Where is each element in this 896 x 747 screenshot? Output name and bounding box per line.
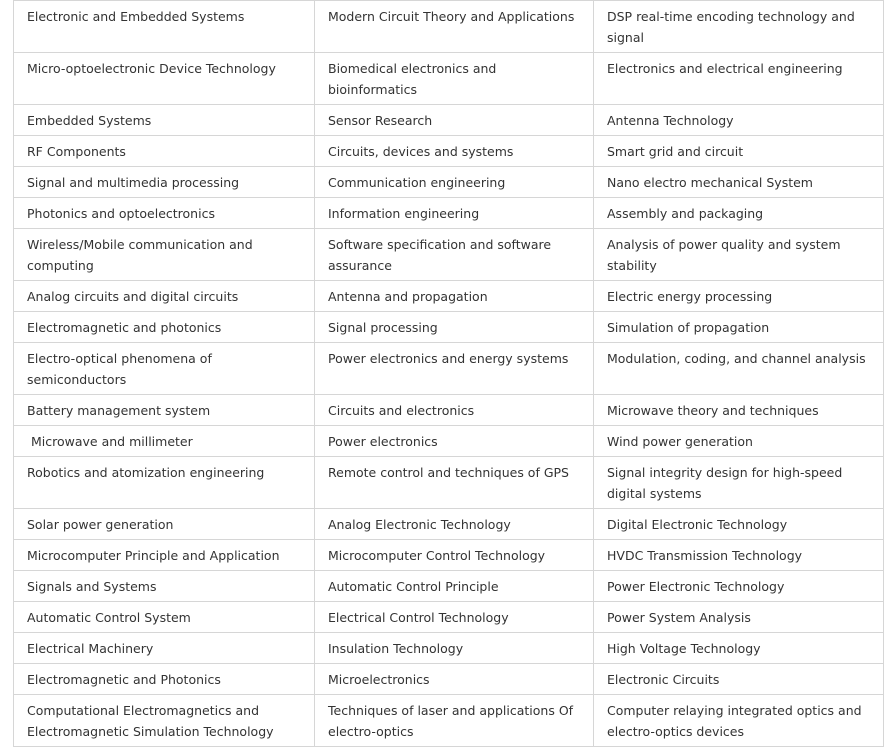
table-cell: Sensor Research [315, 105, 594, 136]
table-cell: Signal and multimedia processing [14, 167, 315, 198]
table-row [14, 1, 884, 53]
table-cell: Power Electronic Technology [594, 571, 884, 602]
table-cell: Modern Circuit Theory and Applications [315, 1, 594, 53]
table-cell: Software specification and software assurance [315, 229, 594, 281]
table-cell: Automatic Control Principle [315, 571, 594, 602]
table-cell: Techniques of laser and applications Of electro-optics [315, 695, 594, 747]
table-row [14, 281, 884, 312]
table-cell: Simulation of propagation [594, 312, 884, 343]
table-cell: Micro-optoelectronic Device Technology [14, 53, 315, 105]
table-cell: Analog Electronic Technology [315, 509, 594, 540]
table-cell: Embedded Systems [14, 105, 315, 136]
table-cell: Analog circuits and digital circuits [14, 281, 315, 312]
table-cell: Biomedical electronics and bioinformatics [315, 53, 594, 105]
table-cell: Modulation, coding, and channel analysis [594, 343, 884, 395]
table-row [14, 53, 884, 105]
table-cell: Antenna and propagation [315, 281, 594, 312]
table-cell: Robotics and atomization engineering [14, 457, 315, 509]
table-cell: Electromagnetic and Photonics [14, 664, 315, 695]
table-cell: Power electronics [315, 426, 594, 457]
table-cell: Photonics and optoelectronics [14, 198, 315, 229]
table-cell: Smart grid and circuit [594, 136, 884, 167]
table-cell: Communication engineering [315, 167, 594, 198]
table-cell: Electro-optical phenomena of semiconductors [14, 343, 315, 395]
table-cell: High Voltage Technology [594, 633, 884, 664]
table-row [14, 167, 884, 198]
table-cell: Circuits and electronics [315, 395, 594, 426]
table-cell: DSP real-time encoding technology and signal [594, 1, 884, 53]
topics-table-body [14, 1, 884, 747]
table-cell: RF Components [14, 136, 315, 167]
table-cell: Signals and Systems [14, 571, 315, 602]
table-cell: Digital Electronic Technology [594, 509, 884, 540]
table-cell: Electromagnetic and photonics [14, 312, 315, 343]
table-cell: Electronic Circuits [594, 664, 884, 695]
table-cell: Nano electro mechanical System [594, 167, 884, 198]
table-cell: Electrical Machinery [14, 633, 315, 664]
table-row [14, 395, 884, 426]
table-cell: Analysis of power quality and system stability [594, 229, 884, 281]
table-cell: Signal integrity design for high-speed digital systems [594, 457, 884, 509]
table-row [14, 602, 884, 633]
table-cell: Insulation Technology [315, 633, 594, 664]
table-row [14, 343, 884, 395]
table-cell: Electronic and Embedded Systems [14, 1, 315, 53]
table-cell: Microelectronics [315, 664, 594, 695]
table-cell: Automatic Control System [14, 602, 315, 633]
table-cell: Wind power generation [594, 426, 884, 457]
table-cell: Computational Electromagnetics and Electromagnetic Simulation Technology [14, 695, 315, 747]
topics-table [13, 0, 884, 747]
table-cell: Electronics and electrical engineering [594, 53, 884, 105]
table-row [14, 664, 884, 695]
table-row [14, 426, 884, 457]
table-cell: Microwave theory and techniques [594, 395, 884, 426]
table-row [14, 457, 884, 509]
table-cell: Electrical Control Technology [315, 602, 594, 633]
table-cell: Remote control and techniques of GPS [315, 457, 594, 509]
table-row [14, 509, 884, 540]
table-cell: Microcomputer Principle and Application [14, 540, 315, 571]
table-cell: Computer relaying integrated optics and electro-optics devices [594, 695, 884, 747]
table-row [14, 571, 884, 602]
table-cell: Information engineering [315, 198, 594, 229]
table-cell: Power electronics and energy systems [315, 343, 594, 395]
table-cell: Battery management system [14, 395, 315, 426]
table-row [14, 633, 884, 664]
table-cell: Microcomputer Control Technology [315, 540, 594, 571]
table-cell: Power System Analysis [594, 602, 884, 633]
table-cell: HVDC Transmission Technology [594, 540, 884, 571]
table-row [14, 198, 884, 229]
table-cell: Microwave and millimeter [14, 426, 315, 457]
topics-table-container [13, 0, 883, 747]
table-row [14, 312, 884, 343]
table-cell: Antenna Technology [594, 105, 884, 136]
table-cell: Electric energy processing [594, 281, 884, 312]
table-row [14, 229, 884, 281]
table-row [14, 105, 884, 136]
table-row [14, 136, 884, 167]
table-cell: Assembly and packaging [594, 198, 884, 229]
table-cell: Wireless/Mobile communication and computing [14, 229, 315, 281]
table-cell: Solar power generation [14, 509, 315, 540]
table-row [14, 695, 884, 747]
table-cell: Signal processing [315, 312, 594, 343]
table-cell: Circuits, devices and systems [315, 136, 594, 167]
table-row [14, 540, 884, 571]
